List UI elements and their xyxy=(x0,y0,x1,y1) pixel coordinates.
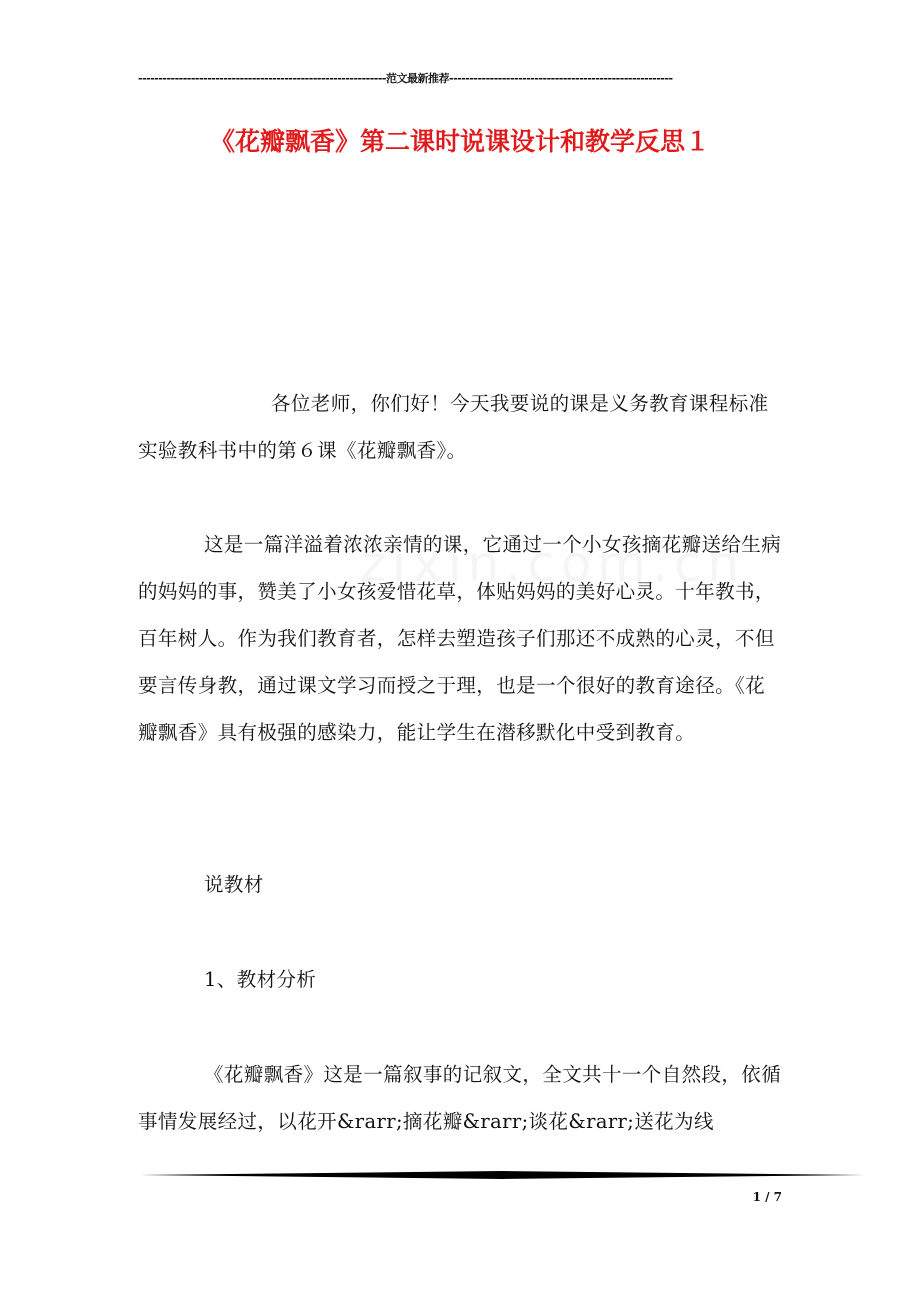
page-header xyxy=(138,70,768,86)
document-title: 《花瓣飘香》第二课时说课设计和教学反思１ xyxy=(209,127,710,156)
footer-rule xyxy=(140,1169,864,1181)
header-label: 范文最新推荐 xyxy=(386,72,449,85)
paragraph-analysis: 《花瓣飘香》这是一篇叙事的记叙文，全文共十一个自然段，依循事情发展经过，以花开&rarr;摘花瓣&rarr;谈花&rarr;送花为线 xyxy=(138,1063,782,1133)
section-heading-textbook: 说教材 xyxy=(204,873,264,896)
paragraph-intro: 这是一篇洋溢着浓浓亲情的课，它通过一个小女孩摘花瓣送给生病的妈妈的事，赞美了小女孩爱惜花草，体贴妈妈的美好心灵。十年教书，百年树人。作为我们教育者，怎样去塑造孩子们那还不成熟的心灵，不但要言传身教，通过课文学习而授之于理，也是一个很好的教育途径。《花瓣飘香》具有极强的感染力，能让学生在潜移默化中受到教育。 xyxy=(138,533,782,744)
header-left-dashes: ------------------------------------------------------------- xyxy=(138,72,386,85)
paragraph-greeting: 各位老师，你们好！今天我要说的课是义务教育课程标准实验教科书中的第６课《花瓣飘香》。 xyxy=(138,392,769,462)
subheading-analysis: 1、教材分析 xyxy=(204,968,317,991)
page-number: 1 / 7 xyxy=(752,1190,782,1204)
header-right-dashes: ------------------------------------------------------- xyxy=(449,72,673,85)
